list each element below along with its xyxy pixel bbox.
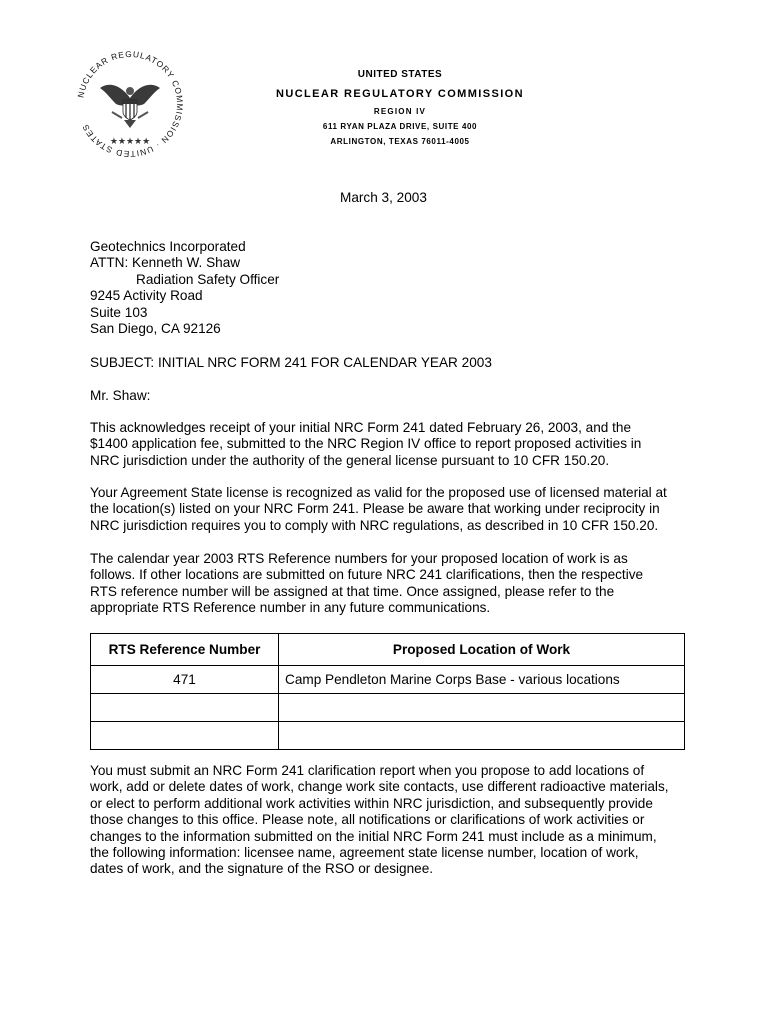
salutation: Mr. Shaw:: [90, 388, 151, 403]
paragraph-acknowledgement: [90, 420, 690, 469]
recipient-street: 9245 Activity Road: [90, 288, 203, 304]
nrc-seal: [72, 46, 188, 162]
paragraph-line: This acknowledges receipt of your initial NRC Form 241 dated February 26, 2003, and the: [90, 420, 632, 435]
rts-number-cell: [91, 722, 279, 750]
table-row: [91, 666, 685, 694]
letterhead-agency: NUCLEAR REGULATORY COMMISSION: [276, 88, 524, 100]
paragraph-line: the following information: licensee name, agreement state license number, location of work,: [90, 844, 639, 860]
paragraph-clarification: [90, 763, 690, 878]
rts-reference-table: [90, 633, 685, 750]
paragraph-line: follows. If other locations are submitted on future NRC 241 clarifications, then the respective: [90, 567, 644, 583]
paragraph-line: changes to the information submitted on the initial NRC Form 241 must include as a minimum,: [90, 828, 657, 844]
table-header-row: [91, 634, 685, 666]
location-cell: [279, 694, 685, 722]
rts-number-cell: 471: [91, 666, 279, 694]
paragraph-line: NRC jurisdiction under the authority of the general license pursuant to 10 CFR 150.20.: [90, 452, 610, 468]
paragraph-line: work, add or delete dates of work, change work site contacts, use different radioactive materials,: [90, 779, 669, 795]
paragraph-line: The calendar year 2003 RTS Reference numbers for your proposed location of work is as: [90, 551, 628, 566]
rts-number-cell: [91, 694, 279, 722]
recipient-title: Radiation Safety Officer: [136, 271, 280, 287]
paragraph-license: [90, 485, 690, 534]
eagle-head: [126, 87, 134, 95]
seal-stars: ★★★★★: [109, 137, 151, 147]
paragraph-line: those changes to this office. Please note, all notifications or clarifications of work activities or: [90, 812, 645, 828]
paragraph-line: RTS reference number will be assigned at that time. Once assigned, please refer to the: [90, 583, 615, 599]
seal-ring-text: NUCLEAR REGULATORY COMMISSION · UNITED STATES: [75, 48, 186, 160]
letterhead-country: UNITED STATES: [357, 69, 443, 80]
table-row: [91, 694, 685, 722]
paragraph-line: You must submit an NRC Form 241 clarification report when you propose to add locations of: [90, 763, 645, 778]
recipient-address: [90, 239, 279, 337]
paragraph-line: the location(s) listed on your NRC Form 241. Please be aware that working under reciprocity in: [90, 501, 660, 517]
recipient-suite: Suite 103: [90, 304, 148, 320]
paragraph-line: Your Agreement State license is recognized as valid for the proposed use of licensed material at: [90, 485, 667, 500]
location-cell: Camp Pendleton Marine Corps Base - various locations: [279, 666, 685, 694]
column-header-location: Proposed Location of Work: [279, 634, 685, 666]
paragraph-line: NRC jurisdiction requires you to comply with NRC regulations, as described in 10 CFR 150.20.: [90, 517, 659, 533]
paragraph-line: appropriate RTS Reference number in any future communications.: [90, 600, 491, 616]
recipient-company: Geotechnics Incorporated: [90, 239, 246, 254]
recipient-city: San Diego, CA 92126: [90, 320, 221, 336]
letterhead-street: 611 RYAN PLAZA DRIVE, SUITE 400: [322, 122, 478, 131]
recipient-attn: ATTN: Kenneth W. Shaw: [90, 255, 241, 271]
location-cell: [279, 722, 685, 750]
paragraph-line: or elect to perform additional work activities within NRC jurisdiction, and subsequently provide: [90, 795, 653, 811]
paragraph-rts-numbers: [90, 551, 690, 617]
column-header-rts: RTS Reference Number: [91, 634, 279, 666]
paragraph-line: $1400 application fee, submitted to the NRC Region IV office to report proposed activities in: [90, 436, 642, 452]
letter-date: March 3, 2003: [340, 190, 427, 205]
subject-line: SUBJECT: INITIAL NRC FORM 241 FOR CALENDAR YEAR 2003: [90, 355, 492, 370]
letterhead: [250, 68, 550, 149]
paragraph-line: dates of work, and the signature of the RSO or designee.: [90, 861, 434, 877]
letterhead-region: REGION IV: [373, 107, 427, 116]
letterhead-city: ARLINGTON, TEXAS 76011-4005: [330, 137, 470, 146]
table-row: [91, 722, 685, 750]
